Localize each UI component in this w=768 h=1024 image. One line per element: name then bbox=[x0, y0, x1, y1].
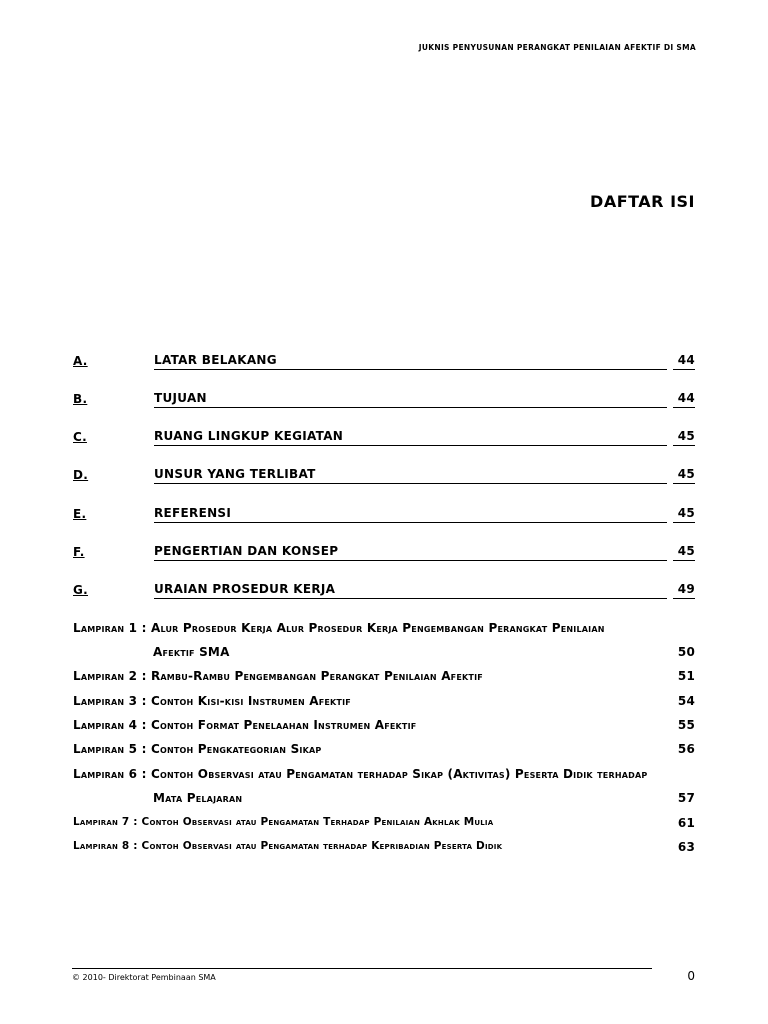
appendix-label: Lampiran 7 : Contoh Observasi atau Pengamatan Terhadap Penilaian Akhlak Mulia bbox=[73, 816, 494, 828]
appendix-1-line-1[interactable] bbox=[73, 621, 695, 635]
toc-title: REFERENSI bbox=[154, 507, 667, 523]
toc-entry-c[interactable] bbox=[73, 430, 695, 446]
toc-entry-f[interactable] bbox=[73, 545, 695, 561]
appendix-label-continued: Afektif SMA bbox=[153, 645, 230, 659]
toc-letter: C. bbox=[73, 430, 87, 444]
appendix-page: 51 bbox=[677, 669, 695, 683]
toc-title: UNSUR YANG TERLIBAT bbox=[154, 468, 667, 484]
appendix-label: Lampiran 5 : Contoh Pengkategorian Sikap bbox=[73, 742, 322, 756]
footer-copyright: © 2010- Direktorat Pembinaan SMA bbox=[72, 973, 216, 982]
appendix-page: 63 bbox=[677, 840, 695, 854]
appendix-label: Lampiran 1 : Alur Prosedur Kerja Alur Prosedur Kerja Pengembangan Perangkat Penilaian bbox=[73, 621, 605, 635]
toc-title: LATAR BELAKANG bbox=[154, 354, 667, 370]
appendix-label-continued: Mata Pelajaran bbox=[153, 791, 243, 805]
toc-entry-e[interactable] bbox=[73, 507, 695, 523]
toc-page: 45 bbox=[673, 545, 695, 561]
toc-page: 44 bbox=[673, 392, 695, 408]
appendix-page: 55 bbox=[677, 718, 695, 732]
toc-letter: D. bbox=[73, 468, 89, 482]
footer-divider bbox=[72, 968, 652, 969]
page-number: 0 bbox=[687, 969, 695, 983]
appendix-page: 61 bbox=[677, 816, 695, 830]
toc-letter: A. bbox=[73, 354, 88, 368]
appendix-label: Lampiran 4 : Contoh Format Penelaahan Instrumen Afektif bbox=[73, 718, 417, 732]
toc-title: PENGERTIAN DAN KONSEP bbox=[154, 545, 667, 561]
appendix-label: Lampiran 2 : Rambu-Rambu Pengembangan Perangkat Penilaian Afektif bbox=[73, 669, 483, 683]
appendix-3[interactable] bbox=[73, 694, 695, 708]
appendix-page: 54 bbox=[677, 694, 695, 708]
toc-entry-a[interactable] bbox=[73, 354, 695, 370]
toc-entry-g[interactable] bbox=[73, 583, 695, 599]
appendix-5[interactable] bbox=[73, 742, 695, 756]
appendix-page: 57 bbox=[677, 791, 695, 805]
appendix-label: Lampiran 8 : Contoh Observasi atau Pengamatan terhadap Kepribadian Peserta Didik bbox=[73, 840, 503, 852]
appendix-page: 56 bbox=[677, 742, 695, 756]
toc-page: 45 bbox=[673, 468, 695, 484]
toc-letter: E. bbox=[73, 507, 87, 521]
appendix-8[interactable] bbox=[73, 840, 695, 852]
appendix-6-line-1[interactable] bbox=[73, 767, 695, 781]
appendix-4[interactable] bbox=[73, 718, 695, 732]
toc-title: RUANG LINGKUP KEGIATAN bbox=[154, 430, 667, 446]
toc-entry-b[interactable] bbox=[73, 392, 695, 408]
toc-entry-d[interactable] bbox=[73, 468, 695, 484]
running-header: JUKNIS PENYUSUNAN PERANGKAT PENILAIAN AFEKTIF DI SMA bbox=[418, 43, 696, 52]
toc-page: 49 bbox=[673, 583, 695, 599]
appendix-2[interactable] bbox=[73, 669, 695, 683]
toc-letter: G. bbox=[73, 583, 89, 597]
toc-title: TUJUAN bbox=[154, 392, 667, 408]
toc-page: 44 bbox=[673, 354, 695, 370]
toc-page: 45 bbox=[673, 430, 695, 446]
appendix-page: 50 bbox=[677, 645, 695, 659]
toc-letter: F. bbox=[73, 545, 85, 559]
toc-letter: B. bbox=[73, 392, 88, 406]
page-title: DAFTAR ISI bbox=[590, 192, 695, 211]
appendix-7[interactable] bbox=[73, 816, 695, 828]
appendix-label: Lampiran 6 : Contoh Observasi atau Pengamatan terhadap Sikap (Aktivitas) Peserta Didik terhadap bbox=[73, 767, 648, 781]
appendix-label: Lampiran 3 : Contoh Kisi-kisi Instrumen Afektif bbox=[73, 694, 351, 708]
toc-title: URAIAN PROSEDUR KERJA bbox=[154, 583, 667, 599]
toc-page: 45 bbox=[673, 507, 695, 523]
